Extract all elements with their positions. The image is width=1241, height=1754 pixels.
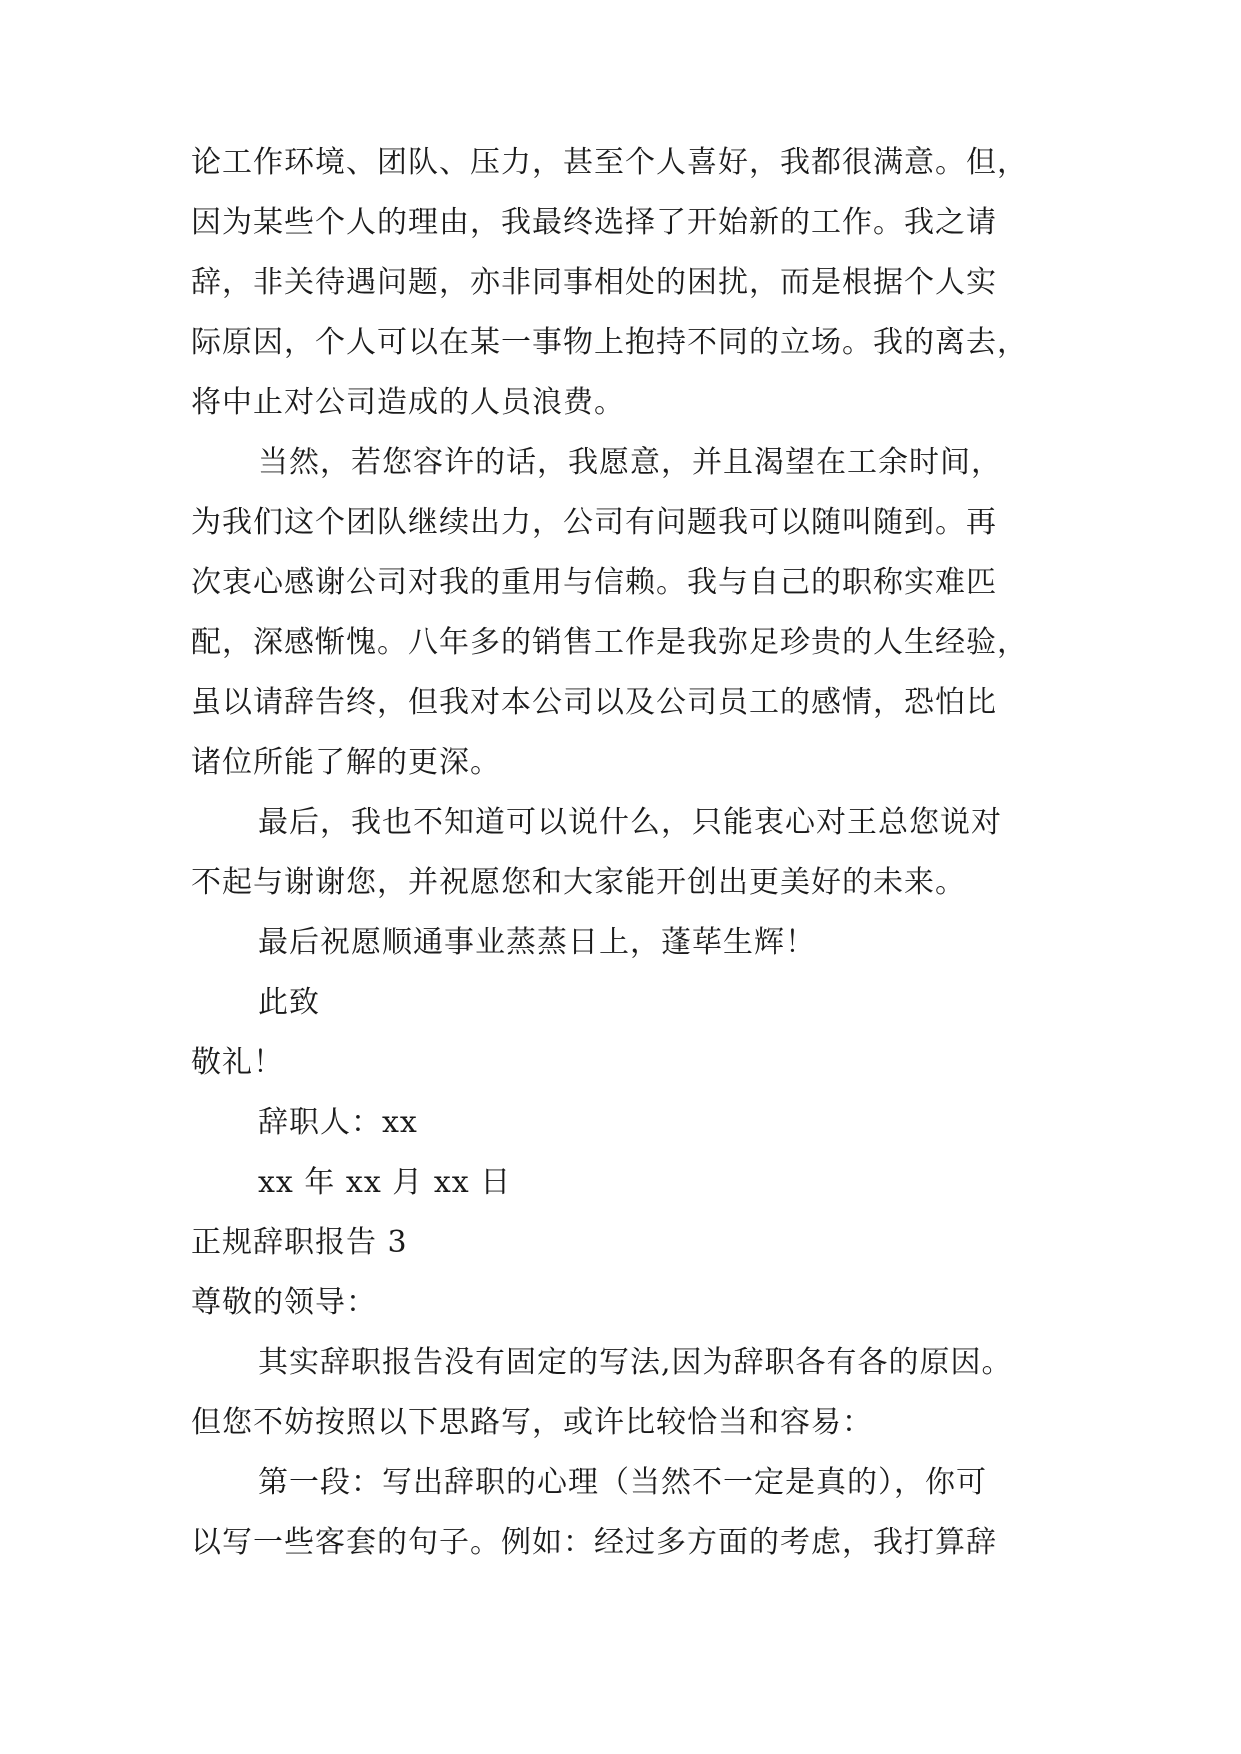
body-line: 但您不妨按照以下思路写，或许比较恰当和容易： xyxy=(191,1405,873,1440)
body-line: 诸位所能了解的更深。 xyxy=(191,745,501,780)
body-line: 第一段：写出辞职的心理（当然不一定是真的），你可 xyxy=(258,1465,987,1500)
body-line: 将中止对公司造成的人员浪费。 xyxy=(191,385,625,420)
signer-line: 辞职人：xx xyxy=(258,1105,418,1140)
body-line: 际原因，个人可以在某一事物上抱持不同的立场。我的离去， xyxy=(191,325,1028,360)
wish-line: 最后祝愿顺通事业蒸蒸日上，蓬荜生辉！ xyxy=(258,925,816,960)
body-line: 次衷心感谢公司对我的重用与信赖。我与自己的职称实难匹 xyxy=(191,565,997,600)
body-line: 当然，若您容许的话，我愿意，并且渴望在工余时间， xyxy=(258,445,1002,480)
date-line: xx 年 xx 月 xx 日 xyxy=(258,1165,512,1200)
body-line: 为我们这个团队继续出力，公司有问题我可以随叫随到。再 xyxy=(191,505,997,540)
closing-line: 敬礼！ xyxy=(191,1045,284,1080)
salutation: 尊敬的领导： xyxy=(191,1285,377,1320)
body-line: 配，深感惭愧。八年多的销售工作是我弥足珍贵的人生经验， xyxy=(191,625,1028,660)
section-title: 正规辞职报告 3 xyxy=(191,1225,408,1260)
body-line: 论工作环境、团队、压力，甚至个人喜好，我都很满意。但， xyxy=(191,145,1028,180)
body-line: 以写一些客套的句子。例如：经过多方面的考虑，我打算辞 xyxy=(191,1525,997,1560)
body-line: 不起与谢谢您，并祝愿您和大家能开创出更美好的未来。 xyxy=(191,865,966,900)
body-line: 因为某些个人的理由，我最终选择了开始新的工作。我之请 xyxy=(191,205,997,240)
closing-line: 此致 xyxy=(258,985,320,1020)
body-line: 辞，非关待遇问题，亦非同事相处的困扰，而是根据个人实 xyxy=(191,265,997,300)
body-line: 其实辞职报告没有固定的写法,因为辞职各有各的原因。 xyxy=(258,1345,1013,1380)
body-line: 虽以请辞告终，但我对本公司以及公司员工的感情，恐怕比 xyxy=(191,685,997,720)
body-line: 最后，我也不知道可以说什么，只能衷心对王总您说对 xyxy=(258,805,1002,840)
